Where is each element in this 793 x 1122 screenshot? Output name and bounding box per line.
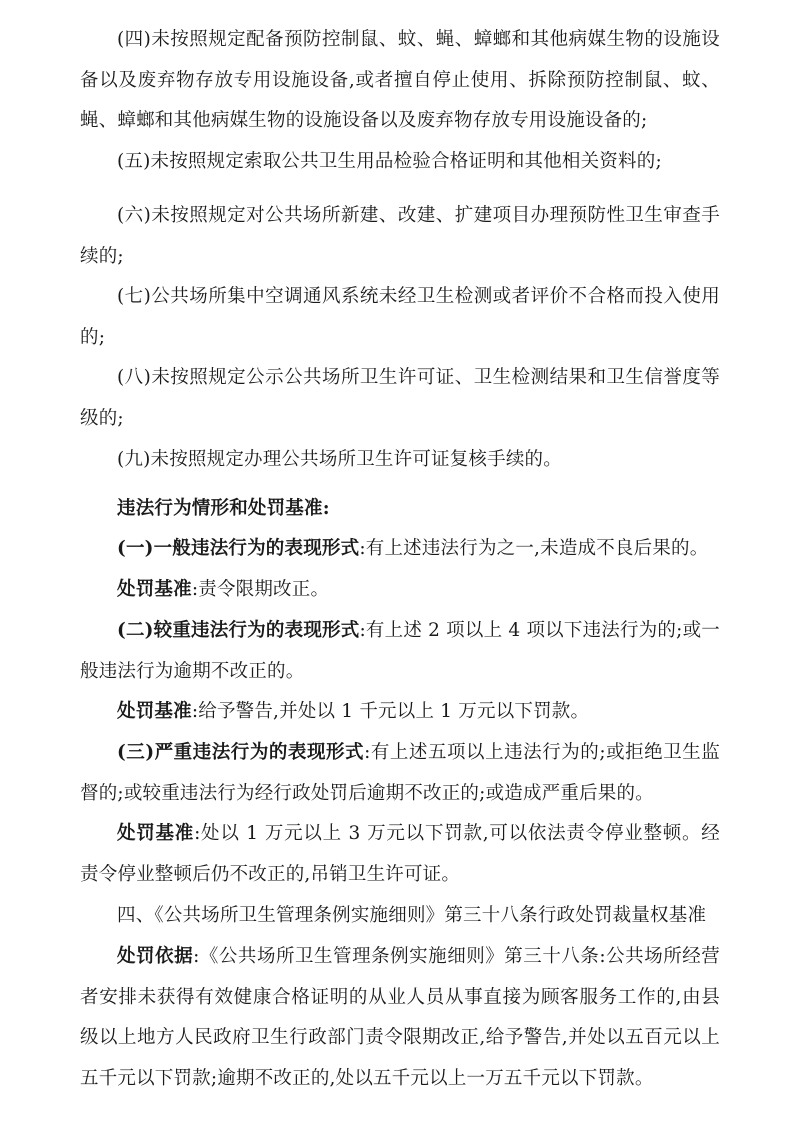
term-label: 处罚依据 (117, 946, 194, 967)
general-penalty (80, 570, 720, 611)
term-text: :有上述五项以上违法行为的;或拒绝卫生监督的;或较重违法行为经行政处罚后逾期不改正的;或造成严重后果的。 (80, 742, 721, 804)
paragraph-item-9 (80, 440, 720, 481)
term-label: (二)较重违法行为的表现形式 (117, 620, 360, 641)
term-label: 处罚基准 (117, 701, 192, 722)
section-four-title (80, 896, 720, 937)
paragraph-text: (八)未按照规定公示公共场所卫生许可证、卫生检测结果和卫生信誉度等级的; (80, 367, 720, 429)
term-text: :有上述违法行为之一,未造成不良后果的。 (359, 538, 709, 559)
serious-penalty (80, 692, 720, 733)
term-text: :处以 1 万元以上 3 万元以下罚款,可以依法责令停业整顿。经责令停业整顿后仍不改正的,吊销卫生许可证。 (80, 823, 720, 885)
paragraph-item-6 (80, 196, 720, 277)
term-label: 处罚基准 (117, 579, 192, 600)
paragraph-text: (六)未按照规定对公共场所新建、改建、扩建项目办理预防性卫生审查手续的; (80, 205, 720, 267)
paragraph-text: (五)未按照规定索取公共卫生用品检验合格证明和其他相关资料的; (117, 151, 662, 172)
penalty-basis (80, 937, 720, 1099)
term-text: :责令限期改正。 (191, 579, 330, 600)
severe-violation (80, 733, 720, 814)
paragraph-item-8 (80, 358, 720, 439)
paragraph-text: (九)未按照规定办理公共场所卫生许可证复核手续的。 (117, 449, 562, 470)
term-label: (一)一般违法行为的表现形式 (117, 538, 360, 559)
term-text: :给予警告,并处以 1 千元以上 1 万元以下罚款。 (191, 701, 590, 722)
severe-penalty (80, 814, 720, 895)
serious-violation (80, 611, 720, 692)
paragraph-item-5 (80, 142, 720, 183)
term-label: 处罚基准 (117, 823, 195, 844)
paragraph-text: (四)未按照规定配备预防控制鼠、蚊、蝇、蟑螂和其他病媒生物的设施设备以及废弃物存放专用设施设备,或者擅自停止使用、拆除预防控制鼠、蚊、蝇、蟑螂和其他病媒生物的设施设备以及废弃物存放专用设施设备的; (80, 29, 720, 131)
term-text: :有上述 2 项以上 4 项以下违法行为的;或一般违法行为逾期不改正的。 (80, 620, 720, 682)
paragraph-text: (七)公共场所集中空调通风系统未经卫生检测或者评价不合格而投入使用的; (80, 286, 720, 348)
general-violation (80, 529, 720, 570)
section-heading (80, 489, 720, 530)
term-label: (三)严重违法行为的表现形式 (117, 742, 365, 763)
section-title-text: 四、《公共场所卫生管理条例实施细则》第三十八条行政处罚裁量权基准 (117, 905, 707, 926)
term-text: :《公共场所卫生管理条例实施细则》第三十八条:公共场所经营者安排未获得有效健康合格证明的从业人员从事直接为顾客服务工作的,由县级以上地方人民政府卫生行政部门责令限期改正,给予警告,并处以五百元以上五千元以下罚款;逾期不改正的,处以五千元以上一万五千元以下罚款。 (80, 946, 720, 1089)
heading-text: 违法行为情形和处罚基准: (117, 498, 330, 519)
paragraph-item-4 (80, 20, 720, 142)
paragraph-item-7 (80, 277, 720, 358)
